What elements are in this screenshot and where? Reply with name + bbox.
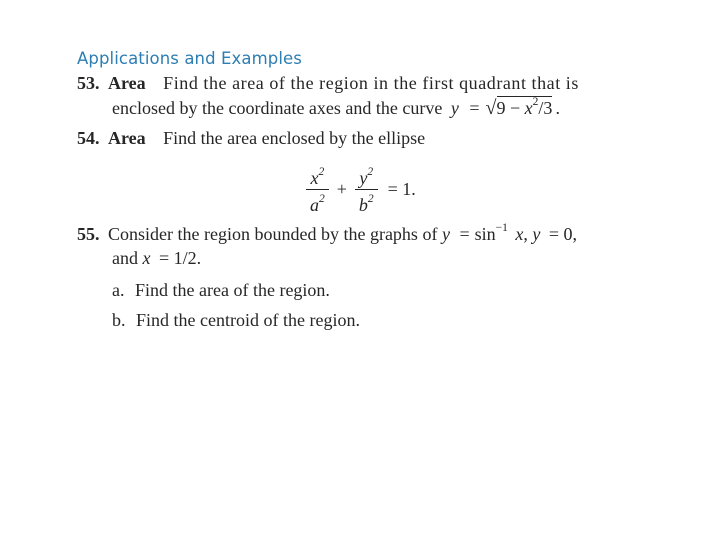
problem-53-radicand [497,96,553,118]
problem-55-eq1: = [459,224,470,244]
fraction-y-over-b [355,163,378,216]
radicand-b: /3 [538,98,553,118]
problem-55-eq2: = 0, [548,224,578,244]
problem-53-line-2 [112,97,560,120]
numerator-x: x [310,168,319,188]
problem-55-comma: , [523,224,528,244]
problem-55-sin: sin [474,224,496,244]
radicand-exp: 2 [532,96,539,108]
problem-55-number: 55. [77,224,100,244]
problem-55-part-b [112,310,360,331]
problem-55-y1: y [441,224,450,244]
problem-55-text-1: Consider the region bounded by the graphs of [108,224,438,244]
problem-55-part-a [112,280,330,301]
equals-one: = 1. [387,179,416,199]
part-a-label: a. [112,280,125,300]
problem-53-text-2: enclosed by the coordinate axes and the curve [112,98,443,118]
denominator-a: a [310,195,319,215]
numerator-y-exp: 2 [367,166,374,178]
problem-55-and: and [112,248,138,268]
problem-53-radical: √ [485,97,497,119]
denominator-b-exp: 2 [367,193,374,205]
part-b-text: Find the centroid of the region. [136,310,360,330]
problem-55-y2: y [532,224,541,244]
problem-55-line-2 [112,248,201,269]
problem-53-y: y [450,98,459,118]
part-b-label: b. [112,310,126,330]
numerator-x-exp: 2 [318,166,325,178]
problem-53-line-1 [77,73,579,94]
problem-53-period: . [555,98,560,118]
problem-55-x1: x [515,224,524,244]
problem-53-text-1: Find the area of the region in the first quadrant that is [163,73,579,93]
problem-55-sin-exp: −1 [495,222,508,234]
radicand-a: 9 − [496,98,525,118]
problem-53-keyword: Area [108,73,146,93]
plus-sign: + [336,179,347,199]
radicand-x: x [524,98,533,118]
problem-54-number: 54. [77,128,100,148]
numerator-y: y [359,168,368,188]
section-heading: Applications and Examples [77,49,303,68]
fraction-x-over-a [306,163,329,216]
part-a-text: Find the area of the region. [135,280,330,300]
denominator-a-exp: 2 [319,193,325,205]
problem-53-equals: = [469,98,480,118]
problem-55-eq3: = 1/2. [159,248,202,268]
denominator-b: b [358,195,368,215]
ellipse-equation [306,163,416,216]
problem-55-x2: x [142,248,151,268]
problem-54-keyword: Area [108,128,146,148]
problem-55-line-1 [77,224,577,245]
problem-54-text: Find the area enclosed by the ellipse [163,128,426,148]
problem-53-number: 53. [77,73,100,93]
problem-54-line [77,128,425,149]
